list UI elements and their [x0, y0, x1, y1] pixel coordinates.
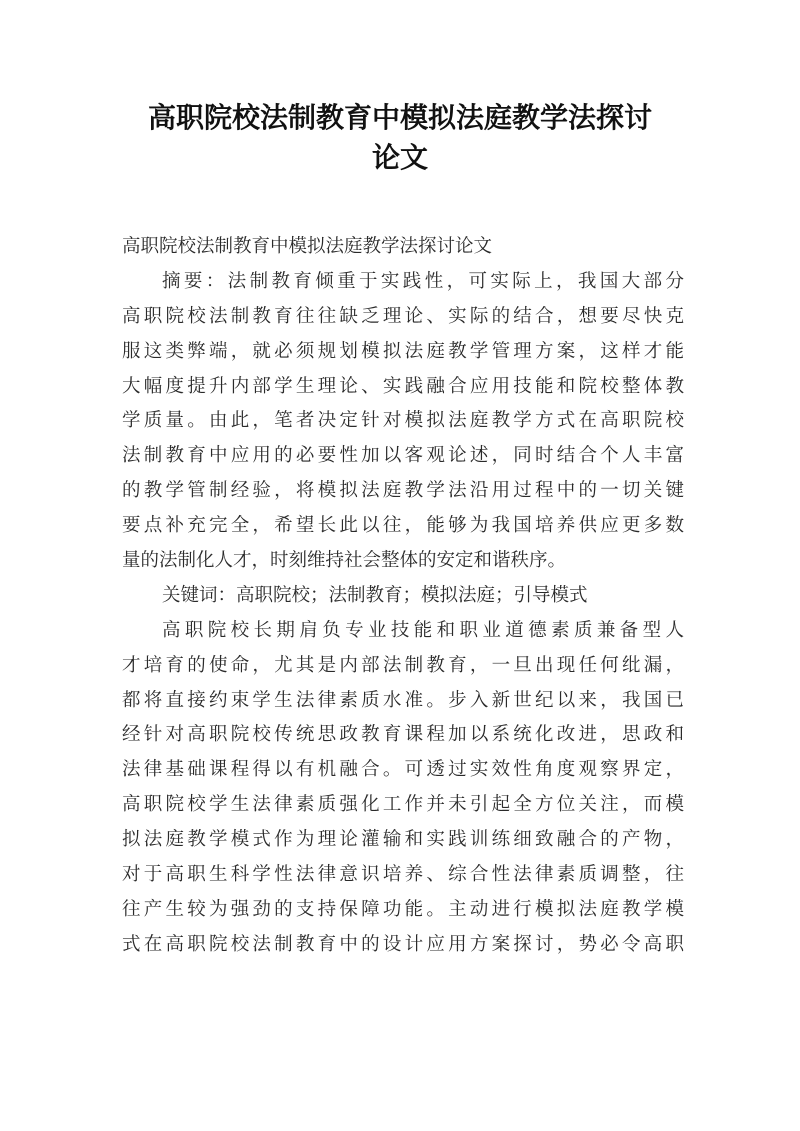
body-line: 高职院校法制教育往往缺乏理论、实际的结合，想要尽快克 [122, 305, 684, 327]
body-line-keywords: 关键词：高职院校；法制教育；模拟法庭；引导模式 [162, 584, 588, 606]
body-line: 服这类弊端，就必须规划模拟法庭教学管理方案，这样才能 [122, 340, 684, 362]
body-line: 式在高职院校法制教育中的设计应用方案探讨，势必令高职 [122, 933, 684, 955]
body-line: 经针对高职院校传统思政教育课程加以系统化改进，思政和 [122, 724, 684, 746]
document-title-line-2: 论文 [371, 141, 428, 174]
body-line-abstract-start: 摘要：法制教育倾重于实践性，可实际上，我国大部分 [162, 270, 684, 292]
body-line: 往产生较为强劲的支持保障功能。主动进行模拟法庭教学模 [122, 898, 684, 920]
body-line: 的教学管制经验，将模拟法庭教学法沿用过程中的一切关键 [122, 480, 684, 502]
body-line: 拟法庭教学模式作为理论灌输和实践训练细致融合的产物， [122, 829, 684, 851]
body-line: 要点补充完全，希望长此以往，能够为我国培养供应更多数 [122, 515, 684, 537]
body-line: 才培育的使命，尤其是内部法制教育，一旦出现任何纰漏， [122, 654, 684, 676]
document-title-line-1: 高职院校法制教育中模拟法庭教学法探讨 [147, 101, 652, 134]
body-line: 大幅度提升内部学生理论、实践融合应用技能和院校整体教 [122, 375, 684, 397]
body-line: 法制教育中应用的必要性加以客观论述，同时结合个人丰富 [122, 445, 684, 467]
body-line: 学质量。由此，笔者决定针对模拟法庭教学方式在高职院校 [122, 410, 684, 432]
body-line: 高职院校学生法律素质强化工作并未引起全方位关注，而模 [122, 794, 684, 816]
body-line-paragraph-start: 高职院校长期肩负专业技能和职业道德素质兼备型人 [162, 619, 684, 641]
body-line-abstract-end: 量的法制化人才，时刻维持社会整体的安定和谐秩序。 [122, 550, 567, 572]
body-line: 都将直接约束学生法律素质水准。步入新世纪以来，我国已 [122, 689, 684, 711]
body-line-subtitle: 高职院校法制教育中模拟法庭教学法探讨论文 [122, 236, 493, 257]
body-line: 对于高职生科学性法律意识培养、综合性法律素质调整，往 [122, 864, 684, 886]
document-body [122, 230, 684, 963]
body-line: 法律基础课程得以有机融合。可透过实效性角度观察界定， [122, 759, 684, 781]
